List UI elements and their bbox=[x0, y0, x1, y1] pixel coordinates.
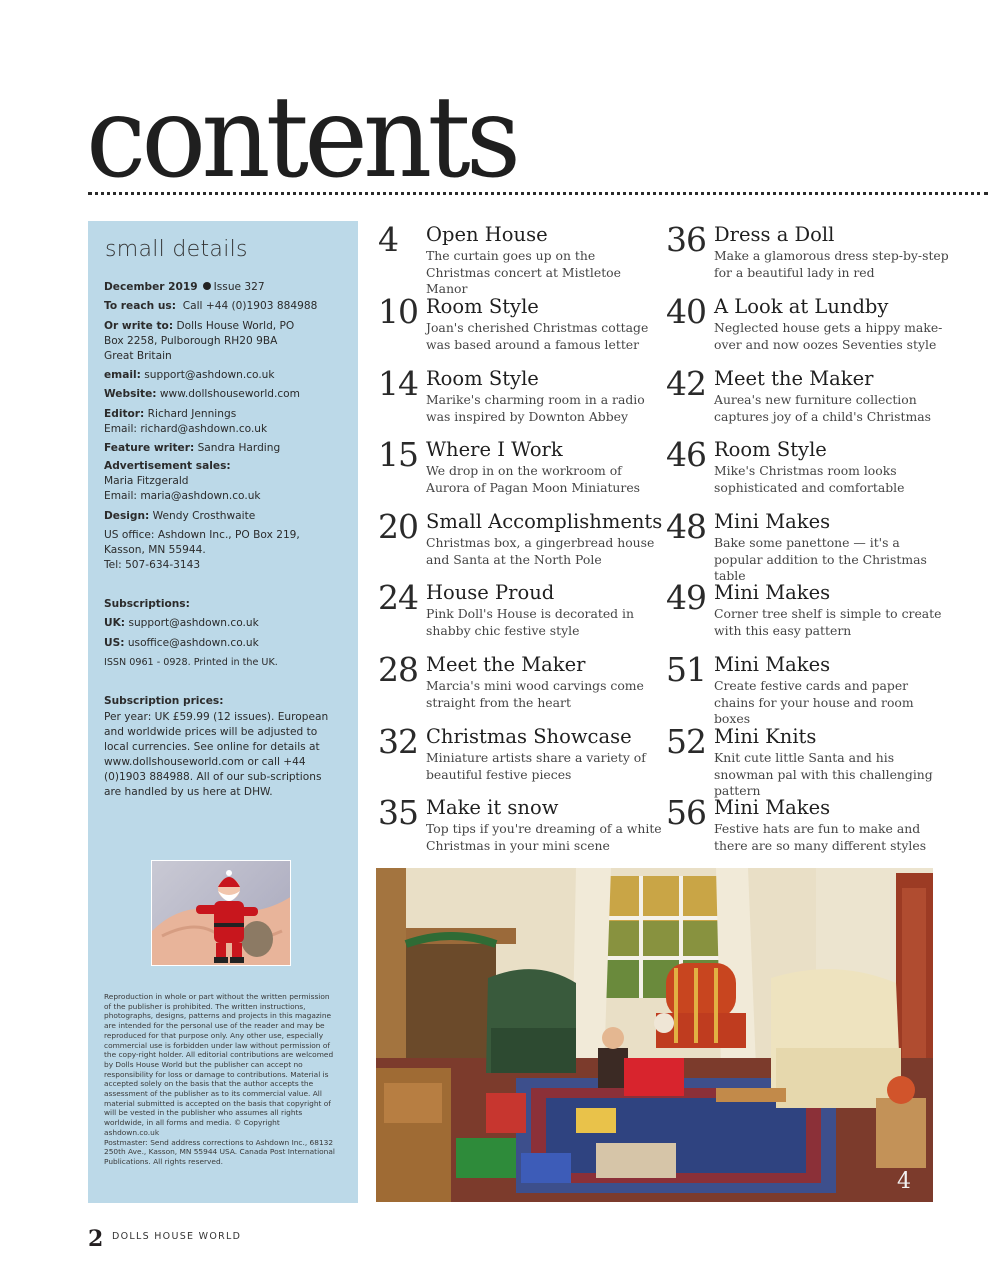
santa-doll-illustration bbox=[152, 861, 291, 966]
sidebar-heading: small details bbox=[105, 237, 248, 262]
page-number: 32 bbox=[378, 722, 418, 761]
entry-description: Marike's charming room in a radio was inspired by Downton Abbey bbox=[426, 392, 645, 424]
us-email[interactable]: usoffice@ashdown.co.uk bbox=[127, 637, 259, 649]
entry-description: Corner tree shelf is simple to create with this easy pattern bbox=[714, 606, 942, 638]
entry-title: Room Style bbox=[714, 438, 827, 461]
entry-description: Joan's cherished Christmas cottage was based around a famous letter bbox=[426, 320, 649, 352]
entry-title: Open House bbox=[426, 223, 548, 246]
entry-title: Meet the Maker bbox=[426, 653, 586, 676]
ad-sales bbox=[104, 459, 350, 504]
email-link[interactable]: support@ashdown.co.uk bbox=[144, 369, 275, 381]
website-line bbox=[104, 387, 350, 402]
entry-title: Mini Knits bbox=[714, 725, 817, 748]
issue-date: December 2019 bbox=[104, 281, 198, 293]
page-number: 48 bbox=[666, 507, 706, 546]
entry-description: Mike's Christmas room looks sophisticated and comfortable bbox=[714, 463, 905, 495]
us-office-text: US office: Ashdown Inc., PO Box 219, Kasson, MN 55944. bbox=[104, 529, 300, 556]
uk-subs bbox=[104, 616, 350, 631]
entry-description: The curtain goes up on the Christmas concert at Mistletoe Manor bbox=[426, 248, 621, 296]
page-number: 56 bbox=[666, 793, 706, 832]
entry-title: Meet the Maker bbox=[714, 367, 874, 390]
page-number: 10 bbox=[378, 292, 418, 331]
page-number-folio: 2 bbox=[88, 1226, 104, 1252]
us-label: US: bbox=[104, 637, 125, 649]
entry-title: Make it snow bbox=[426, 796, 559, 819]
issue-number: Issue 327 bbox=[213, 281, 265, 293]
page-number: 28 bbox=[378, 650, 418, 689]
reach-us bbox=[104, 299, 350, 314]
entry-title: Room Style bbox=[426, 367, 539, 390]
entry-description: Miniature artists share a variety of beautiful festive pieces bbox=[426, 750, 646, 782]
dotted-rule bbox=[88, 192, 988, 195]
magazine-name: DOLLS HOUSE WORLD bbox=[112, 1231, 242, 1242]
santa-doll-photo bbox=[151, 860, 291, 966]
page-number: 14 bbox=[378, 364, 418, 403]
entry-title: Dress a Doll bbox=[714, 223, 835, 246]
page-number: 20 bbox=[378, 507, 418, 546]
prices-label bbox=[104, 694, 350, 709]
subs-label: Subscriptions: bbox=[104, 598, 190, 610]
editor-line bbox=[104, 407, 350, 437]
entry-title: Mini Makes bbox=[714, 510, 831, 533]
ad-name: Maria Fitzgerald bbox=[104, 475, 189, 487]
design-line bbox=[104, 509, 350, 524]
page-number: 24 bbox=[378, 578, 418, 617]
entry-title: Small Accomplishments bbox=[426, 510, 663, 533]
entry-title: Mini Makes bbox=[714, 653, 831, 676]
legal-notice bbox=[104, 992, 336, 1167]
entry-description: Knit cute little Santa and his snowman pal with this challenging pattern bbox=[714, 750, 933, 798]
page-number: 49 bbox=[666, 578, 706, 617]
reach-value: Call +44 (0)1903 884988 bbox=[182, 300, 318, 312]
page-title: contents bbox=[86, 73, 517, 203]
website-label: Website: bbox=[104, 388, 157, 400]
entry-description: Pink Doll's House is decorated in shabby chic festive style bbox=[426, 606, 634, 638]
page-number: 35 bbox=[378, 793, 418, 832]
page-number: 46 bbox=[666, 435, 706, 474]
page-number: 40 bbox=[666, 292, 706, 331]
postmaster-text: Postmaster: Send address corrections to Ashdown Inc., 68132 250th Ave., Kasson, MN 55944 USA. Canada Post International Publications. All rights reserved. bbox=[104, 1137, 335, 1166]
design-label: Design: bbox=[104, 510, 150, 522]
entry-description: Top tips if you're dreaming of a white Christmas in your mini scene bbox=[426, 821, 662, 853]
feature-label: Feature writer: bbox=[104, 442, 195, 454]
ad-label: Advertisement sales: bbox=[104, 460, 231, 472]
page-number: 36 bbox=[666, 220, 706, 259]
entry-description: Bake some panettone — it's a popular addition to the Christmas table bbox=[714, 535, 927, 583]
bullet-icon bbox=[203, 282, 211, 290]
room-scene-illustration bbox=[376, 868, 933, 1202]
editor-value: Richard Jennings bbox=[147, 408, 237, 420]
us-subs bbox=[104, 636, 350, 651]
prices-heading: Subscription prices: bbox=[104, 695, 224, 707]
entry-title: Mini Makes bbox=[714, 796, 831, 819]
reach-label: To reach us: bbox=[104, 300, 176, 312]
uk-email[interactable]: support@ashdown.co.uk bbox=[128, 617, 259, 629]
entry-description: Make a glamorous dress step-by-step for a beautiful lady in red bbox=[714, 248, 949, 280]
write-to bbox=[104, 319, 304, 364]
email-label: email: bbox=[104, 369, 141, 381]
website-link[interactable]: www.dollshouseworld.com bbox=[159, 388, 300, 400]
photo-page-reference: 4 bbox=[897, 1169, 911, 1194]
design-value: Wendy Crosthwaite bbox=[152, 510, 256, 522]
email-line bbox=[104, 368, 350, 383]
page-number: 51 bbox=[666, 650, 706, 689]
issn-line: ISSN 0961 - 0928. Printed in the UK. bbox=[104, 657, 278, 668]
subscriptions bbox=[104, 597, 350, 612]
entry-title: Christmas Showcase bbox=[426, 725, 632, 748]
entry-description: Neglected house gets a hippy make-over and now oozes Seventies style bbox=[714, 320, 943, 352]
feature-value: Sandra Harding bbox=[197, 442, 281, 454]
entry-title: Where I Work bbox=[426, 438, 563, 461]
small-details-sidebar bbox=[88, 221, 358, 1203]
page-number: 52 bbox=[666, 722, 706, 761]
entry-description: Create festive cards and paper chains for your house and room boxes bbox=[714, 678, 914, 726]
entry-description: Christmas box, a gingerbread house and Santa at the North Pole bbox=[426, 535, 655, 567]
entry-description: We drop in on the workroom of Aurora of Pagan Moon Miniatures bbox=[426, 463, 641, 495]
feature-writer-line bbox=[104, 441, 350, 456]
christmas-room-photo bbox=[376, 868, 933, 1202]
ad-email[interactable]: Email: maria@ashdown.co.uk bbox=[104, 490, 261, 502]
page-number: 15 bbox=[378, 435, 418, 474]
entry-description: Marcia's mini wood carvings come straight from the heart bbox=[426, 678, 644, 710]
issue-line bbox=[104, 280, 350, 295]
uk-label: UK: bbox=[104, 617, 126, 629]
prices-text: Per year: UK £59.99 (12 issues). European and worldwide prices will be adjusted to local currencies. See online for details at www.dollshouseworld.com or call +44 (0)1903 884988. All of our sub-scriptions are handled by us here at DHW. bbox=[104, 711, 329, 798]
entry-description: Aurea's new furniture collection captures joy of a child's Christmas bbox=[714, 392, 931, 424]
legal-text: Reproduction in whole or part without the written permission of the publisher is prohibited. The written instructions, photographs, designs, patterns and projects in this magazine are intended for the personal use of the reader and may be reproduced for that purpose only. Any other use, especially commercial use is forbidden under law without permission of the copy-right holder. All editorial contributions are welcomed by Dolls House World but the publisher can accept no responsibility for loss or damage to contributions. Material is accepted solely on the basis that the author accepts the assessment of the publisher as to its commercial value. All material submitted is accepted on the basis that copyright of will be vested in the publisher who assumes all rights worldwide, in all forms and media. © Copyright ashdown.co.uk bbox=[104, 992, 334, 1137]
editor-label: Editor: bbox=[104, 408, 145, 420]
page-number: 42 bbox=[666, 364, 706, 403]
write-value: Dolls House World, PO Box 2258, Pulborough RH20 9BA Great Britain bbox=[104, 320, 295, 362]
entry-title: Mini Makes bbox=[714, 581, 831, 604]
entry-title: Room Style bbox=[426, 295, 539, 318]
editor-email[interactable]: Email: richard@ashdown.co.uk bbox=[104, 423, 268, 435]
us-office bbox=[104, 528, 314, 573]
entry-description: Festive hats are fun to make and there are so many different styles bbox=[714, 821, 927, 853]
us-tel: Tel: 507-634-3143 bbox=[104, 559, 201, 571]
page-number: 4 bbox=[378, 220, 398, 259]
write-label: Or write to: bbox=[104, 320, 174, 332]
entry-title: A Look at Lundby bbox=[714, 295, 889, 318]
entry-title: House Proud bbox=[426, 581, 555, 604]
